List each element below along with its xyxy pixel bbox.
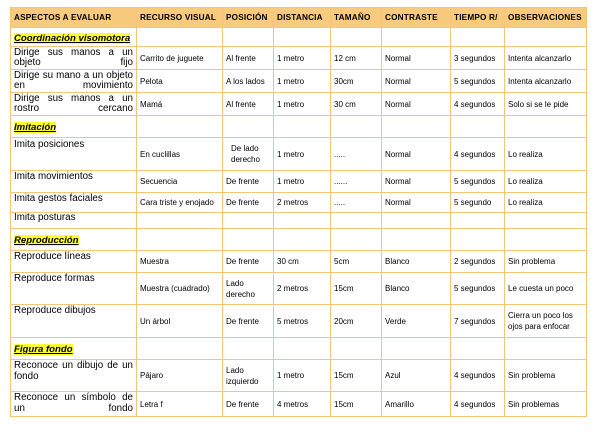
posicion-cell: De frente [223, 251, 274, 273]
table-row [11, 273, 587, 305]
observaciones-cell: Sin problemas [505, 392, 587, 417]
tiempo-cell: 2 segundos [451, 251, 505, 273]
tiempo-cell: 4 segundos [451, 138, 505, 171]
distancia-cell: 4 metros [274, 392, 331, 417]
aspect-cell: Reconoce un símbolo de un fondo [11, 392, 137, 417]
aspect-cell: Dirige sus manos a un rostro cercano [11, 93, 137, 116]
tamano-cell: 5cm [331, 251, 382, 273]
header-tiempo: TIEMPO R/ [451, 8, 505, 28]
header-observaciones: OBSERVACIONES [505, 8, 587, 28]
tiempo-cell: 3 segundos [451, 47, 505, 70]
header-recurso-visual: RECURSO VISUAL [137, 8, 223, 28]
recurso-cell: Muestra [137, 251, 223, 273]
header-row [11, 8, 587, 28]
tamano-cell: ...... [331, 171, 382, 193]
table-row [11, 171, 587, 193]
posicion-cell: De frente [223, 305, 274, 338]
tiempo-cell: 5 segundo [451, 193, 505, 213]
evaluation-table [10, 7, 587, 417]
distancia-cell: 2 metros [274, 273, 331, 305]
contraste-cell: Verde [382, 305, 451, 338]
section-cell [11, 338, 137, 360]
aspect-cell: Reproduce formas [11, 273, 137, 305]
tamano-cell: 15cm [331, 273, 382, 305]
recurso-cell: Pájaro [137, 360, 223, 392]
contraste-cell: Normal [382, 47, 451, 70]
observaciones-cell: Intenta alcanzarlo [505, 47, 587, 70]
table-row [11, 305, 587, 338]
section-title: Reproducción [14, 235, 79, 246]
recurso-cell: Mamá [137, 93, 223, 116]
contraste-cell: Normal [382, 70, 451, 93]
tamano-cell: ..... [331, 193, 382, 213]
contraste-cell: Normal [382, 193, 451, 213]
distancia-cell: 1 metro [274, 138, 331, 171]
recurso-cell: Cara triste y enojado [137, 193, 223, 213]
tiempo-cell: 4 segundos [451, 392, 505, 417]
section-row [11, 338, 587, 360]
section-title: Imitación [14, 122, 57, 133]
observaciones-cell: Lo realiza [505, 138, 587, 171]
tiempo-cell: 4 segundos [451, 360, 505, 392]
observaciones-cell: Solo si se le pide [505, 93, 587, 116]
header-posicion: POSICIÓN [223, 8, 274, 28]
header-contraste: CONTRASTE [382, 8, 451, 28]
aspect-cell: Reconoce un dibujo de un fondo [11, 360, 137, 392]
tamano-cell: 30 cm [331, 93, 382, 116]
tiempo-cell: 5 segundos [451, 70, 505, 93]
tiempo-cell: 5 segundos [451, 273, 505, 305]
aspect-cell: Dirige su mano a un objeto en movimiento [11, 70, 137, 93]
distancia-cell: 2 metros [274, 193, 331, 213]
recurso-cell: Secuencia [137, 171, 223, 193]
table-row [11, 47, 587, 70]
distancia-cell: 1 metro [274, 171, 331, 193]
recurso-cell: Carrito de juguete [137, 47, 223, 70]
distancia-cell: 30 cm [274, 251, 331, 273]
tamano-cell: 15cm [331, 392, 382, 417]
aspect-cell: Reproduce líneas [11, 251, 137, 273]
section-row [11, 28, 587, 47]
contraste-cell: Normal [382, 93, 451, 116]
posicion-cell: De frente [223, 171, 274, 193]
contraste-cell: Normal [382, 171, 451, 193]
posicion-cell: Lado derecho [223, 273, 274, 305]
distancia-cell: 5 metros [274, 305, 331, 338]
aspect-cell: Imita posiciones [11, 138, 137, 171]
header-tamano: TAMAÑO [331, 8, 382, 28]
distancia-cell: 1 metro [274, 47, 331, 70]
table-row [11, 251, 587, 273]
recurso-cell: Pelota [137, 70, 223, 93]
recurso-cell: Letra f [137, 392, 223, 417]
section-row [11, 229, 587, 251]
aspect-cell: Imita posturas [11, 213, 137, 229]
posicion-cell: Al frente [223, 47, 274, 70]
tiempo-cell: 7 segundos [451, 305, 505, 338]
observaciones-cell: Sin problema [505, 251, 587, 273]
section-cell [11, 229, 137, 251]
observaciones-cell: Le cuesta un poco [505, 273, 587, 305]
recurso-cell: Un árbol [137, 305, 223, 338]
contraste-cell: Normal [382, 138, 451, 171]
recurso-cell: Muestra (cuadrado) [137, 273, 223, 305]
distancia-cell: 1 metro [274, 93, 331, 116]
header-distancia: DISTANCIA [274, 8, 331, 28]
section-title: Figura fondo [14, 344, 73, 355]
tamano-cell: 20cm [331, 305, 382, 338]
aspect-cell: Reproduce dibujos [11, 305, 137, 338]
posicion-cell: Lado izquierdo [223, 360, 274, 392]
table-row [11, 93, 587, 116]
section-row [11, 116, 587, 138]
table-row [11, 392, 587, 417]
table-row [11, 213, 587, 229]
tamano-cell: ..... [331, 138, 382, 171]
tiempo-cell: 5 segundos [451, 171, 505, 193]
section-cell [11, 28, 137, 47]
table-row [11, 138, 587, 171]
table-row [11, 70, 587, 93]
observaciones-cell: Intenta alcanzarlo [505, 70, 587, 93]
distancia-cell: 1 metro [274, 70, 331, 93]
aspect-cell: Imita movimientos [11, 171, 137, 193]
section-title: Coordinación visomotora [14, 33, 131, 44]
posicion-cell: De lado derecho [223, 138, 274, 171]
observaciones-cell: Lo realiza [505, 193, 587, 213]
recurso-cell: En cuclillas [137, 138, 223, 171]
observaciones-cell: Sin problema [505, 360, 587, 392]
tamano-cell: 30cm [331, 70, 382, 93]
posicion-cell: De frente [223, 193, 274, 213]
posicion-cell: De frente [223, 392, 274, 417]
tiempo-cell: 4 segundos [451, 93, 505, 116]
header-aspectos: ASPECTOS A EVALUAR [11, 8, 137, 28]
table-row [11, 193, 587, 213]
contraste-cell: Blanco [382, 273, 451, 305]
tamano-cell: 15cm [331, 360, 382, 392]
tamano-cell: 12 cm [331, 47, 382, 70]
contraste-cell: Amarillo [382, 392, 451, 417]
posicion-cell: Al frente [223, 93, 274, 116]
posicion-cell: A los lados [223, 70, 274, 93]
observaciones-cell: Cierra un poco los ojos para enfocar [505, 305, 587, 338]
contraste-cell: Blanco [382, 251, 451, 273]
contraste-cell: Azul [382, 360, 451, 392]
aspect-cell: Dirige sus manos a un objeto fijo [11, 47, 137, 70]
table-row [11, 360, 587, 392]
observaciones-cell: Lo realiza [505, 171, 587, 193]
section-cell [11, 116, 137, 138]
distancia-cell: 1 metro [274, 360, 331, 392]
aspect-cell: Imita gestos faciales [11, 193, 137, 213]
